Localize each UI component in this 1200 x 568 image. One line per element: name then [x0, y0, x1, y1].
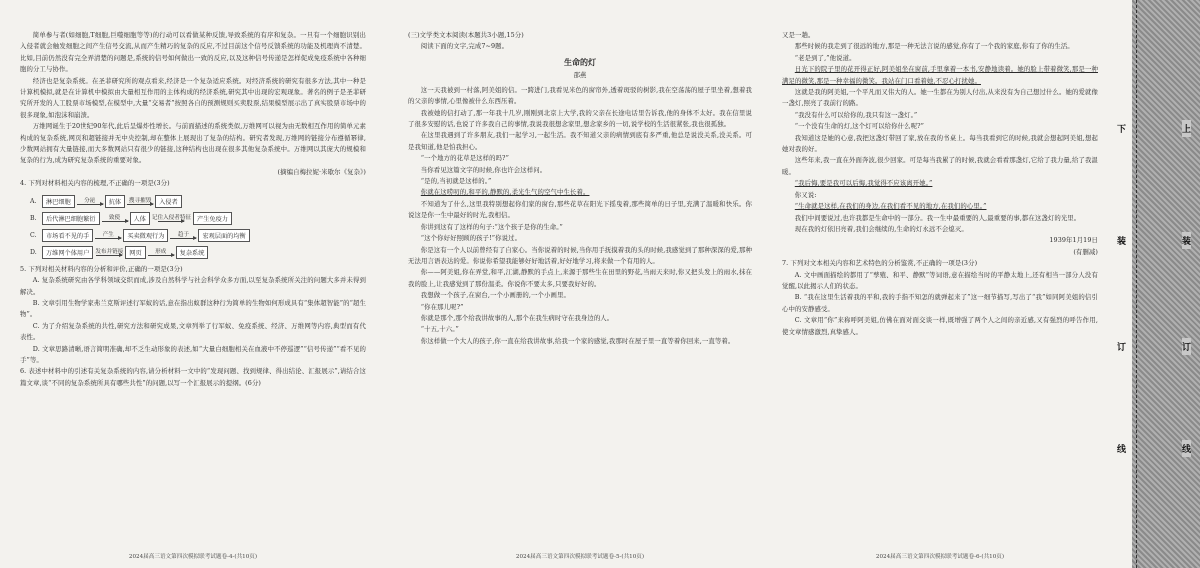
paragraph: 你这样做一个大人的孩子,你一直在给我讲故事,给我一个家的感觉,我那时在屋子里一直等着你回来,一直等着。: [420, 336, 735, 345]
paragraph: 你讲到这有了这样的句子:“这个孩子是你的生命。”: [420, 222, 563, 231]
paragraph: 这些年来,我一直在外面奔波,很少回家。可是每当我累了的时候,我就会看看那盏灯,它给了我力量,给了我温暖。: [782, 156, 1098, 176]
question-7-stem: 7. 下列对文本相关内容和艺术特色的分析鉴赏,不正确的一项是(3分): [782, 259, 978, 268]
paragraph: 这一天我被到一村落,阿美姐的信。一跨进门,我看见米色的窗帘外,透着斑驳的树影,我在空荡荡的屋子里坐着,想着我的父亲的事情,心里像被什么东西压着。: [408, 85, 752, 106]
paragraph: “这个你好好照顾的孩子!”你说过。: [420, 234, 522, 243]
option-label: B.: [30, 214, 37, 222]
flow-arrow: 搜寻摧毁: [128, 197, 152, 204]
gutter-strip: [1110, 0, 1132, 568]
flow-box: 宏观层面的均衡: [198, 229, 249, 242]
paragraph: 你——阿美姐,你在弄堂,和平,江湖,静默的手点上,来源于那些生在田里的野花,当雨天来时,你又把头发上的雨水,抹在我的脸上,让我感觉到了那份温柔。你说你不要太多,只要我好好的。: [408, 268, 752, 288]
article-title: 生命的灯: [564, 56, 596, 67]
paragraph: 万维网诞生于20世纪90年代,此后呈爆炸性增长。与前面描述的系统类似,万维网可以视为由无数相互作用的简单元素构成的复杂系统,网页和超链接并无中央控制,却在整体上展现出了复杂的结构。研究者发现,万维网的链接分布遵循幂律,少数网站拥有大量链接,而大多数网站只有很少的链接,这种结构也出现在很多其他复杂系统中。万维网以其庞大的规模和复杂的行为,成为研究复杂系统的重要对象。: [20, 122, 366, 165]
question-5-option-c: C. 为了介绍复杂系统的共性,研究方法和研究成果,文章列举了行军蚁、免疫系统、经济、万维网等内容,典型而有代表性。: [20, 321, 366, 342]
reading-instruction: 阅读下面的文字,完成7~9题。: [420, 42, 509, 51]
paragraph: 我们中间要说过,也许我都是生命中的一部分。我一生中最重要的人,最重要的事,都在这盏灯的光里。: [794, 213, 1081, 222]
flow-box: 人体: [130, 212, 150, 225]
page-footer: 2024届高三语文第四次模拟联考试题卷-6-(共10页): [875, 554, 1005, 560]
paragraph: “一个地方的花草是这样的吗?”: [420, 154, 509, 163]
flowchart-option-c: [30, 227, 366, 244]
article-date: 1939年1月19日: [1049, 236, 1098, 245]
paragraph: 那些时候的我走到了很远的地方,那是一种无法言说的感觉,你有了一个我的家庭,你有了你的生活。: [794, 42, 1074, 51]
flow-arrow: 形成: [148, 249, 174, 256]
flow-box: 入侵者: [155, 195, 182, 208]
option-label: C.: [30, 231, 37, 239]
underlined-paragraph: “生命就是这样,在我们的身边,在我们看不见的地方,在我们的心里。”: [794, 202, 987, 211]
flow-box: 复杂系统: [176, 246, 209, 259]
flow-arrow: 记住入侵者特征: [151, 214, 192, 221]
page-footer: 2024届高三语文第四次模拟联考试题卷-4-(共10页): [128, 554, 258, 560]
question-5-option-b: B. 文章引用生物学家弗兰克斯评述行军蚁的话,意在指出蚁群这种行为简单的生物如何形成具有“集体超智能”的“超生物”。: [20, 298, 366, 319]
paragraph: 这就是我的阿美姐,一个平凡而又伟大的人。她一生都在为别人付出,从来没有为自己想过什么。她的爱就像一盏灯,照亮了我前行的路。: [782, 88, 1098, 108]
paragraph: “老是到了,”他说道。: [794, 53, 856, 62]
paragraph: 你是这有一个人以前曾经有了自家心。当你说着的时候,当你用手抚摸着我的头的时候,我感觉到了那种深深的爱,那种无法用言语表达的爱。你说你希望我能够好好地活着,好好地学习,将来做一个有用的人。: [408, 245, 752, 265]
paragraph: 又是一趟。: [782, 31, 815, 39]
section-heading: (三)文学类文本阅读(本题共3小题,15分): [408, 31, 524, 39]
question-7-option-a: A. 文中画面描绘的都用了“孳殖、和平、静默”等词语,意在描绘当时的平静太地上,还有相当一部分人没有觉醒,以此揭示人们的状态。: [782, 270, 1098, 290]
flow-arrow: 产生: [95, 232, 121, 239]
flow-arrow: 趋于: [170, 232, 196, 239]
question-7-option-b: B. “我在这里生活着我的平和,我的手指不知怎的就弹起来了”这一细节描写,写出了“我”如同阿美姐的信引心中的安静感受。: [782, 293, 1098, 313]
paragraph: 不知道为了什么,这里我特别想起你们家的窗台,那些花草在阳光下摇曳着,那些简单的日子里,充满了温暖和快乐。你说这是你一生中最好的时光,我相信。: [408, 199, 752, 220]
gutter-label: 订: [1182, 338, 1191, 355]
gutter-label: 装: [1182, 232, 1191, 249]
question-6: 6. 表述中材料中的引述有关复杂系统的内容,请分析材料一文中的“发现问题、找到规律、得出结论、汇报展示”,请结合这篇文章,谈“不同的复杂系统所具有哪些共性”的问题,以写一个汇报展示的提纲。(6分): [20, 367, 366, 387]
paragraph: 现在我的灯依旧亮着,我们会继续的,生命的灯永远不会熄灭。: [794, 224, 968, 233]
flow-arrow: 发布并链接: [95, 248, 124, 255]
flow-box: 市场看不见的手: [42, 229, 93, 242]
paragraph: 简单参与者(如细胞,T细胞,巨噬细胞等等)的行动可以看做某种反馈,导致系统的有序和复杂。一旦有一个细胞识别出入侵者就会触发细胞之间产生信号交流,从而产生精巧的复杂的反应,不过目前这个信号反馈系统的功能及机理尚不清楚。比如,目前仍然没有完全弄清楚的问题是,系统的信号如何做出一致的反应,以及这种信号传递是怎样促成免疫系统中各种细胞的分工与协作。: [20, 31, 366, 74]
question-5-option-d: D. 文章思路清晰,语言简明准确,却不乏生动形象的表述,如“大量白细胞相关在血液中不停巡逻”“信号传递”“看不见的手”等。: [20, 344, 366, 364]
flow-arrow: 致使: [102, 215, 128, 222]
flowchart-option-b: [30, 210, 366, 227]
option-label: D.: [30, 248, 37, 256]
article-note: (有删减): [1073, 247, 1098, 256]
question-5-option-a: A. 复杂系统研究由各学科领域交织而成,涉及自然科学与社会科学众多方面,以至复杂系统所关注的问题大多并未得到解决。: [20, 276, 366, 296]
paragraph: 我想做一个孩子,在窗台,一个小画册的,一个小画里。: [420, 291, 570, 300]
flow-box: 产生免疫力: [193, 212, 232, 225]
question-4-flowcharts: [30, 193, 366, 261]
gutter-label: 下: [1117, 120, 1126, 137]
underlined-paragraph: “我后悔,要是我可以后悔,我觉得不应该离开她。”: [794, 179, 933, 188]
question-4-stem: 4. 下列对材料相关内容的梳理,不正确的一项是(3分): [20, 179, 170, 188]
gutter-label: 上: [1182, 120, 1191, 137]
gutter-label: 订: [1117, 338, 1126, 355]
flow-box: 后代淋巴细胞繁衍: [42, 212, 100, 225]
paragraph: 你又说:: [794, 190, 817, 199]
flow-box: 网页: [125, 246, 145, 259]
page-left: [8, 0, 378, 568]
page-middle: [396, 0, 764, 568]
option-label: A.: [30, 197, 37, 205]
article-author: 邵燕: [573, 70, 587, 79]
question-7-option-c: C. 文章用“你”来称呼阿美姐,仿佛在面对面交谈一样,既增强了两个人之间的亲近感,又有强烈的呼告作用,使文章情感激烈,真挚感人。: [782, 316, 1098, 336]
flow-box: 万维网个体用户: [42, 246, 93, 259]
page-right: [770, 0, 1110, 568]
paragraph: “你在那儿呢?”: [420, 302, 464, 311]
binding-gutter: [1110, 0, 1200, 568]
paragraph: 当你看见这篇文字的时候,你也许会这样问。: [420, 165, 547, 174]
flowchart-option-a: [30, 193, 366, 210]
paragraph: 你就是那个,那个给我讲故事的人,那个在我生病时守在我身边的人。: [420, 313, 614, 322]
paragraph: 我知道这是她的心意,我把这盏灯带回了家,放在我的书桌上。每当我看到它的时候,我就会想起阿美姐,想起她对我的好。: [782, 133, 1098, 154]
paragraph: “十五,十六。”: [420, 325, 459, 334]
gutter-label: 装: [1117, 232, 1126, 249]
source-citation: (摘编自梅拉妮·米歇尔《复杂》): [277, 167, 366, 176]
paragraph: 经济也是复杂系统。在圣菲研究所的观点看来,经济是一个复杂适应系统。对经济系统的研究有很多方法,其中一种是计算机模拟,就是在计算机中模拟由大量相互作用的主体构成的经济系统,研究其中出现的宏观现象。著名的例子是圣菲研究所开发的人工股票市场模型,在模型中,大量“交易者”按照各自的预测规则买卖股票,结果模型展示出了真实股票市场中的很多现象,如泡沫和崩溃。: [20, 76, 366, 119]
flow-arrow: 分泌: [77, 198, 103, 205]
page-footer: 2024届高三语文第四次模拟联考试题卷-5-(共10页): [515, 554, 645, 560]
underlined-paragraph: 日光下的院子里的花开得正好,阿美姐坐在窗前,手里拿着一本书,安静地读着。她的脸上带着微笑,那是一种满足的微笑,那是一种幸福的微笑。我站在门口看着她,不忍心打扰她。: [782, 65, 1098, 85]
question-5-stem: 5. 下列对相关材料内容的分析和评价,正确的一项是(3分): [20, 264, 183, 273]
paragraph: “一个没有生命的灯,这个灯可以给你什么呢?”: [794, 122, 925, 131]
flowchart-option-d: [30, 244, 366, 261]
gutter-label: 线: [1182, 440, 1191, 457]
paragraph: 在这里我遇到了许多朋友,我们一起学习,一起生活。我不知道父亲的病情到底有多严重,他总是说没关系,没关系。可是我知道,他是怕我担心。: [408, 131, 752, 151]
flow-box: 买卖微观行为: [123, 229, 168, 242]
paragraph: 我被她的信打动了,那一年我十几岁,刚刚到北京上大学,我的父亲在长途电话里告诉我,他的身体不太好。我在信里说了很多安慰的话,也说了许多我自己的事情,我说我很想念家里,想念家乡的一切,说学校的生活很紧张,我也很孤独。: [408, 108, 752, 129]
gutter-label: 线: [1117, 440, 1126, 457]
flow-box: 淋巴细胞: [42, 195, 75, 208]
underlined-paragraph: 你就在这唠叨的,和平的,静默的,柔光生气的空气中生长着。: [420, 188, 590, 197]
binding-cut-line: [1136, 0, 1137, 568]
paragraph: “我没有什么可以给你的,我只有这一盏灯。”: [794, 110, 918, 119]
paragraph: “是的,当初就是这样的。”: [420, 177, 492, 186]
flow-box: 抗体: [105, 195, 125, 208]
